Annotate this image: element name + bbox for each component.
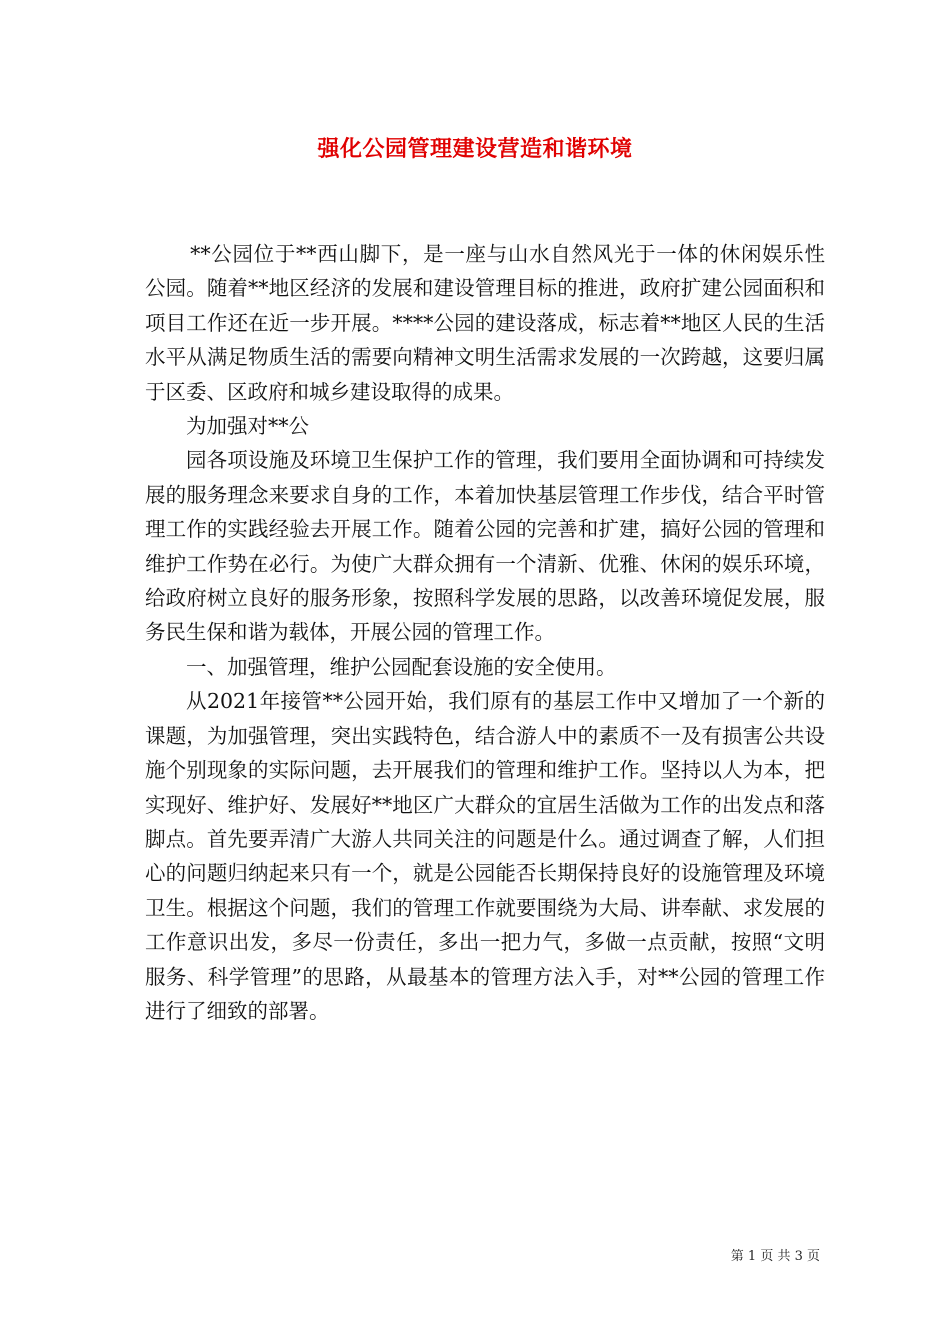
paragraph-intro: **公园位于**西山脚下，是一座与山水自然风光于一体的休闲娱乐性公园。随着**地区经济的发展和建设管理目标的推进，政府扩建公园面积和项目工作还在近一步开展。****公园的建设落成，标志着**地区人民的生活水平从满足物质生活的需要向精神文明生活需求发展的一次跨越，这要归属于区委、区政府和城乡建设取得的成果。 <box>145 242 825 404</box>
paragraph-section-1: 从2021年接管**公园开始，我们原有的基层工作中又增加了一个新的课题，为加强管理，突出实践特色，结合游人中的素质不一及有损害公共设施个别现象的实际问题，去开展我们的管理和维护工作。坚持以人为本，把实现好、维护好、发展好**地区广大群众的宜居生活做为工作的出发点和落脚点。首先要弄清广大游人共同关注的问题是什么。通过调查了解，人们担心的问题归纳起来只有一个，就是公园能否长期保持良好的设施管理及环境卫生。根据这个问题，我们的管理工作就要围绕为大局、讲奉献、求发展的工作意识出发，多尽一份责任，多出一把力气，多做一点贡献，按照“文明服务、科学管理”的思路，从最基本的管理方法入手，对**公园的管理工作进行了细致的部署。 <box>145 689 825 1023</box>
document-body <box>145 237 825 1028</box>
paragraph-management: 园各项设施及环境卫生保护工作的管理，我们要用全面协调和可持续发展的服务理念来要求自身的工作，本着加快基层管理工作步伐，结合平时管理工作的实践经验去开展工作。随着公园的完善和扩建，搞好公园的管理和维护工作势在必行。为使广大群众拥有一个清新、优雅、休闲的娱乐环境，给政府树立良好的服务形象，按照科学发展的思路，以改善环境促发展，服务民生保和谐为载体，开展公园的管理工作。 <box>145 448 825 645</box>
section-heading-1: 一、加强管理，维护公园配套设施的安全使用。 <box>186 654 617 679</box>
paragraph-fragment: 为加强对**公 <box>186 414 309 439</box>
page-number: 第 1 页 共 3 页 <box>730 1249 820 1264</box>
document-title: 强化公园管理建设营造和谐环境 <box>317 136 633 162</box>
